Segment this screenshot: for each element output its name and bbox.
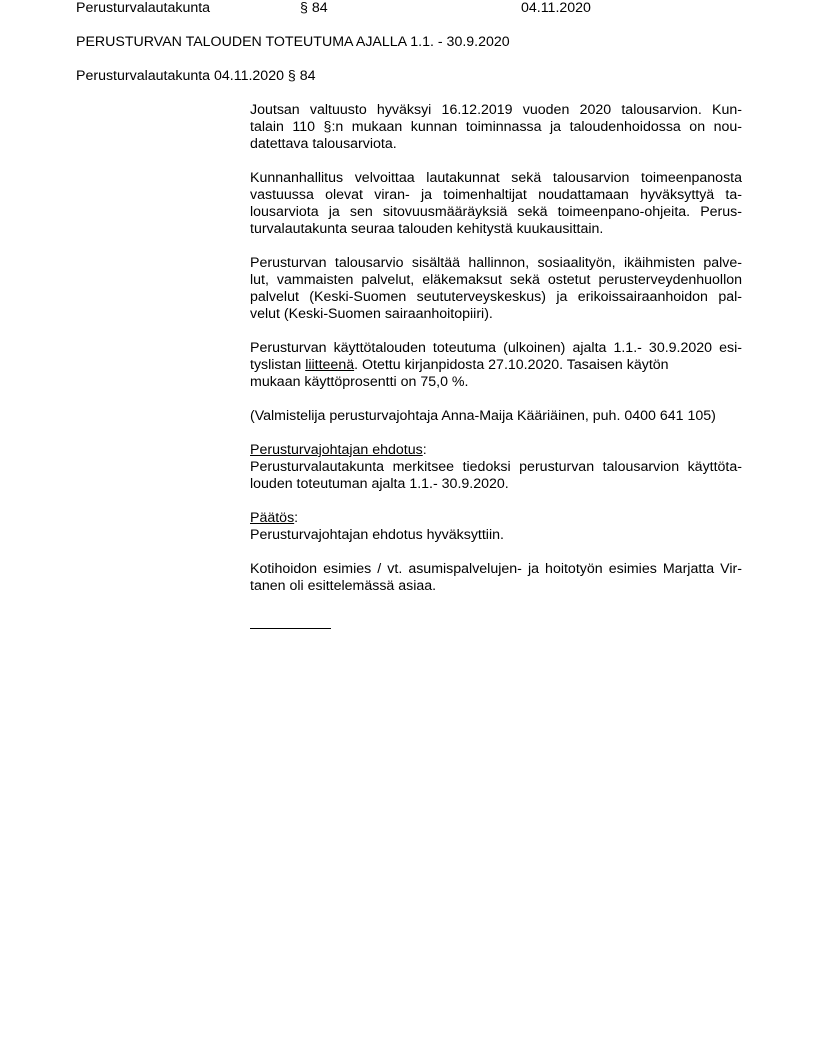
- proposal-heading-text: Perusturvajohtajan ehdotus: [250, 442, 423, 458]
- paragraph-proposal: [250, 442, 742, 493]
- text-line: Perusturvajohtajan ehdotus hyväksyttiin.: [250, 527, 504, 543]
- paragraph-presenter: [250, 561, 742, 595]
- text-line: Kunnanhallitus velvoittaa lautakunnat sekä talousarvion toimeenpanosta: [250, 170, 742, 186]
- text-line: [250, 357, 742, 374]
- paragraph-board-obligation: [250, 170, 742, 238]
- text-line: Kotihoidon esimies / vt. asumispalvelujen- ja hoitotyön esimies Marjatta Vir-: [250, 561, 742, 577]
- meeting-reference: Perusturvalautakunta 04.11.2020 § 84: [76, 68, 316, 84]
- text-line: Perusturvan talousarvio sisältää hallinnon, sosiaalityön, ikäihmisten palve-: [250, 255, 742, 271]
- decision-heading-text: Päätös: [250, 510, 295, 526]
- document-body: [250, 102, 742, 629]
- text-line: velut (Keski-Suomen sairaanhoitopiiri).: [250, 306, 493, 322]
- paragraph-decision: [250, 510, 742, 544]
- text-fragment: . Otettu kirjanpidosta 27.10.2020. Tasaisen käytön: [354, 357, 669, 373]
- text-line: turvalautakunta seuraa talouden kehitystä kuukausittain.: [250, 221, 604, 237]
- text-line: (Valmistelija perusturvajohtaja Anna-Maija Kääriäinen, puh. 0400 641 105): [250, 408, 716, 424]
- text-line: vastuussa olevat viran- ja toimenhaltijat noudattamaan hyväksyttyä ta-: [250, 187, 742, 203]
- paragraph-budget-approval: [250, 102, 742, 153]
- text-fragment: tyslistan: [250, 357, 306, 373]
- header-organization: Perusturvalautakunta: [76, 0, 211, 16]
- proposal-heading-colon: :: [422, 442, 427, 458]
- text-line: Perusturvan käyttötalouden toteutuma (ulkoinen) ajalta 1.1.- 30.9.2020 esi-: [250, 340, 742, 356]
- text-line: lousarviota ja sen sitovuusmääräyksiä sekä toimeenpano-ohjeita. Perus-: [250, 204, 742, 220]
- paragraph-budget-contents: [250, 255, 742, 323]
- decision-heading-colon: :: [294, 510, 299, 526]
- text-line: louden toteutuman ajalta 1.1.- 30.9.2020.: [250, 476, 509, 492]
- paragraph-preparer: [250, 408, 742, 425]
- text-line: Joutsan valtuusto hyväksyi 16.12.2019 vuoden 2020 talousarvion. Kun-: [250, 102, 742, 118]
- text-line: Perusturvalautakunta merkitsee tiedoksi perusturvan talousarvion käyttöta-: [250, 459, 742, 475]
- text-line: tanen oli esittelemässä asiaa.: [250, 578, 437, 594]
- header-date: 04.11.2020: [521, 0, 591, 16]
- decision-heading: [250, 510, 742, 527]
- text-line: mukaan käyttöprosentti on 75,0 %.: [250, 374, 469, 390]
- separator-line: [250, 612, 331, 629]
- paragraph-realization: [250, 340, 742, 391]
- text-line: talain 110 §:n mukaan kunnan toiminnassa ja taloudenhoidossa on nou-: [250, 119, 742, 135]
- text-line: datettava talousarviota.: [250, 136, 397, 152]
- text-line: palvelut (Keski-Suomen seututerveyskeskus) ja erikoissairaanhoidon pal-: [250, 289, 742, 305]
- proposal-heading: [250, 442, 742, 459]
- document-title: PERUSTURVAN TALOUDEN TOTEUTUMA AJALLA 1.1. - 30.9.2020: [76, 34, 510, 50]
- header-section-number: § 84: [300, 0, 328, 16]
- attachment-link[interactable]: liitteenä: [305, 357, 355, 373]
- text-line: lut, vammaisten palvelut, eläkemaksut sekä ostetut perusterveydenhuollon: [250, 272, 742, 288]
